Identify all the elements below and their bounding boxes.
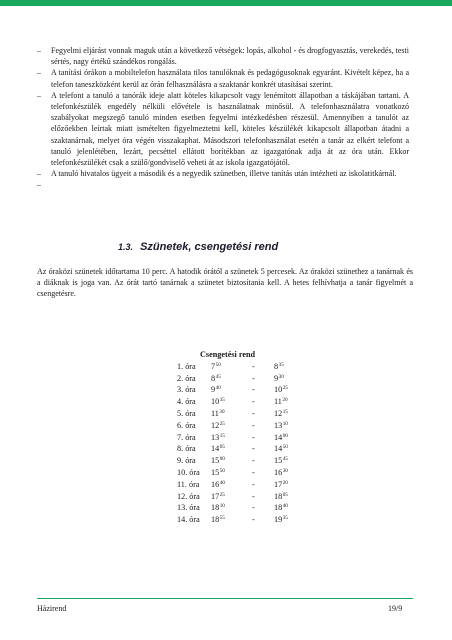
end-time-minutes: 10 bbox=[282, 420, 288, 427]
end-time-minutes: 00 bbox=[282, 432, 288, 439]
section-number: 1.3. bbox=[118, 242, 134, 252]
schedule-row bbox=[177, 384, 288, 396]
end-time: $12^{15}$ bbox=[274, 408, 288, 418]
schedule-row bbox=[177, 467, 288, 479]
lesson-label: 7. óra bbox=[177, 432, 196, 442]
end-time: $17^{20}$ bbox=[274, 479, 288, 489]
end-time: $13^{10}$ bbox=[274, 420, 288, 430]
list-item-text: Fegyelmi eljárást vonnak maguk után a következő vétségek: lopás, alkohol - és drogfogyasztás, verekedés, testi sértés, nagy értékű szándékos rongálás. bbox=[51, 46, 409, 67]
time-separator: - bbox=[252, 432, 255, 442]
end-time: $18^{40}$ bbox=[274, 503, 288, 513]
start-time-minutes: 10 bbox=[219, 503, 225, 510]
time-separator: - bbox=[252, 361, 255, 371]
schedule-title: Csengetési rend bbox=[200, 350, 256, 359]
time-separator: - bbox=[252, 373, 255, 383]
schedule-row bbox=[177, 443, 288, 455]
end-time-minutes: 30 bbox=[282, 467, 288, 474]
start-time-minutes: 50 bbox=[215, 361, 221, 368]
list-item bbox=[37, 168, 409, 179]
end-time-minutes: 20 bbox=[282, 397, 288, 404]
end-time-minutes: 20 bbox=[282, 479, 288, 486]
bullet-dash: – bbox=[37, 169, 41, 179]
start-time-minutes: 40 bbox=[219, 479, 225, 486]
time-separator: - bbox=[252, 491, 255, 501]
end-time-minutes: 45 bbox=[282, 456, 288, 463]
lesson-label: 14. óra bbox=[177, 515, 200, 525]
list-item-text: A tanuló hivatalos ügyeit a második és a negyedik szünetben, illetve tanítás után intézheti az iskolatitkárnál. bbox=[51, 169, 397, 179]
time-separator: - bbox=[252, 408, 255, 418]
footer-divider bbox=[37, 598, 413, 599]
start-time: $17^{25}$ bbox=[211, 491, 225, 501]
lesson-label: 1. óra bbox=[177, 361, 196, 371]
start-time: $18^{55}$ bbox=[211, 515, 225, 525]
end-time: $11^{20}$ bbox=[274, 397, 288, 407]
list-item-text: A tanítási órákon a mobiltelefon használata tilos tanulóknak és pedagógusoknak egyaránt. Kivételt képez, ha a telefon taneszközként kerül az órán felhasználásra a szaktanár konkrét utasításai szerint. bbox=[51, 68, 409, 89]
list-item-text: A telefont a tanuló a tanórák ideje alatt köteles kikapcsolt vagy lenémított állapotban a táskájában tartani. A telefonkészülék engedély nélküli elővétele is használatnak minősül. A telefonhasználatra vonatkozó szabályokat megszegő tanuló minden esetben fegyelmi intézkedésben részesül. Amennyiben a tanulót az előzőekben leírtak miatt ismételten figyelmeztetni kell, köteles készülékét kikapcsolt állapotban átadni a szaktanárnak, melyet óra végén visszakaphat. Másodszori telefonhasználat esetén a tanár az elkért telefont a tanuló jelenlétében, lezárt, pecséttel ellátott borítékban az igazgatónak adja át az óra után. Ekkor telefonkészülékét csak a szülő/gondviselő veheti át az iskola igazgatójától. bbox=[51, 90, 409, 168]
start-time-minutes: 55 bbox=[219, 515, 225, 522]
bullet-dash: – bbox=[37, 180, 41, 190]
start-time: $8^{45}$ bbox=[211, 373, 221, 383]
lesson-label: 5. óra bbox=[177, 408, 196, 418]
start-time-minutes: 25 bbox=[219, 491, 225, 498]
schedule-row bbox=[177, 408, 288, 420]
end-time-minutes: 35 bbox=[282, 515, 288, 522]
schedule-row bbox=[177, 455, 288, 467]
rules-list bbox=[37, 45, 409, 191]
lesson-label: 13. óra bbox=[177, 503, 200, 513]
breaks-paragraph: Az óraközi szünetek időtartama 10 perc. A hatodik órától a szünetek 5 percesek. Az óraközi szünethez a tanárnak és a diáknak is joga van. Az órát tartó tanárnak a szünetet biztosítania kell. A hetes felhívhatja a tanár figyelmét a csengetésre. bbox=[37, 267, 413, 299]
lesson-label: 2. óra bbox=[177, 373, 196, 383]
schedule-row bbox=[177, 491, 288, 503]
schedule-row bbox=[177, 479, 288, 491]
end-time: $16^{30}$ bbox=[274, 467, 288, 477]
end-time: $19^{35}$ bbox=[274, 515, 288, 525]
schedule-row bbox=[177, 396, 288, 408]
end-time-minutes: 40 bbox=[282, 503, 288, 510]
time-separator: - bbox=[252, 420, 255, 430]
time-separator: - bbox=[252, 385, 255, 395]
end-time: $14^{50}$ bbox=[274, 444, 288, 454]
time-separator: - bbox=[252, 479, 255, 489]
time-separator: - bbox=[252, 456, 255, 466]
lesson-label: 6. óra bbox=[177, 420, 196, 430]
start-time: $18^{10}$ bbox=[211, 503, 225, 513]
bullet-dash: – bbox=[37, 90, 41, 100]
list-item bbox=[37, 67, 409, 89]
lesson-label: 9. óra bbox=[177, 456, 196, 466]
time-separator: - bbox=[252, 467, 255, 477]
start-time-minutes: 30 bbox=[219, 408, 225, 415]
end-time-minutes: 25 bbox=[282, 385, 288, 392]
time-separator: - bbox=[252, 444, 255, 454]
end-time-minutes: 35 bbox=[278, 361, 284, 368]
time-separator: - bbox=[252, 397, 255, 407]
start-time-minutes: 35 bbox=[219, 397, 225, 404]
footer-page-number: 19/9 bbox=[388, 604, 403, 613]
list-item bbox=[37, 179, 409, 190]
schedule-row bbox=[177, 432, 288, 444]
start-time: $13^{15}$ bbox=[211, 432, 225, 442]
start-time-minutes: 50 bbox=[219, 467, 225, 474]
schedule-row bbox=[177, 373, 288, 385]
start-time: $14^{05}$ bbox=[211, 444, 225, 454]
start-time-minutes: 05 bbox=[219, 444, 225, 451]
start-time: $10^{35}$ bbox=[211, 397, 225, 407]
start-time: $16^{40}$ bbox=[211, 479, 225, 489]
start-time: $12^{25}$ bbox=[211, 420, 225, 430]
lesson-label: 4. óra bbox=[177, 397, 196, 407]
start-time-minutes: 00 bbox=[219, 456, 225, 463]
end-time-minutes: 50 bbox=[282, 444, 288, 451]
section-title: Szünetek, csengetési rend bbox=[140, 241, 279, 253]
end-time-minutes: 15 bbox=[282, 408, 288, 415]
start-time: $7^{50}$ bbox=[211, 361, 221, 371]
time-separator: - bbox=[252, 515, 255, 525]
list-item-text bbox=[51, 180, 53, 189]
end-time: $14^{00}$ bbox=[274, 432, 288, 442]
lesson-label: 11. óra bbox=[177, 479, 200, 489]
end-time: $15^{45}$ bbox=[274, 456, 288, 466]
header-accent-bar bbox=[0, 0, 452, 6]
end-time: $9^{30}$ bbox=[274, 373, 284, 383]
section-heading bbox=[118, 241, 278, 253]
end-time: $10^{25}$ bbox=[274, 385, 288, 395]
start-time: $9^{40}$ bbox=[211, 385, 221, 395]
schedule-row bbox=[177, 514, 288, 526]
schedule-rows bbox=[177, 361, 288, 526]
start-time-minutes: 40 bbox=[215, 385, 221, 392]
start-time: $15^{00}$ bbox=[211, 456, 225, 466]
list-item bbox=[37, 90, 409, 168]
start-time-minutes: 15 bbox=[219, 432, 225, 439]
end-time-minutes: 30 bbox=[278, 373, 284, 380]
lesson-label: 3. óra bbox=[177, 385, 196, 395]
schedule-row bbox=[177, 502, 288, 514]
schedule-row bbox=[177, 420, 288, 432]
end-time-minutes: 05 bbox=[282, 491, 288, 498]
footer-document-title: Házirend bbox=[37, 604, 67, 613]
lesson-label: 8. óra bbox=[177, 444, 196, 454]
bullet-dash: – bbox=[37, 68, 41, 78]
schedule-row bbox=[177, 361, 288, 373]
lesson-label: 12. óra bbox=[177, 491, 200, 501]
start-time-minutes: 45 bbox=[215, 373, 221, 380]
start-time: $11^{30}$ bbox=[211, 408, 225, 418]
lesson-label: 10. óra bbox=[177, 467, 200, 477]
end-time: $18^{05}$ bbox=[274, 491, 288, 501]
start-time-minutes: 25 bbox=[219, 420, 225, 427]
list-item bbox=[37, 45, 409, 67]
time-separator: - bbox=[252, 503, 255, 513]
start-time: $15^{50}$ bbox=[211, 467, 225, 477]
bullet-dash: – bbox=[37, 46, 41, 55]
bell-schedule bbox=[177, 349, 288, 526]
end-time: $8^{35}$ bbox=[274, 361, 284, 371]
